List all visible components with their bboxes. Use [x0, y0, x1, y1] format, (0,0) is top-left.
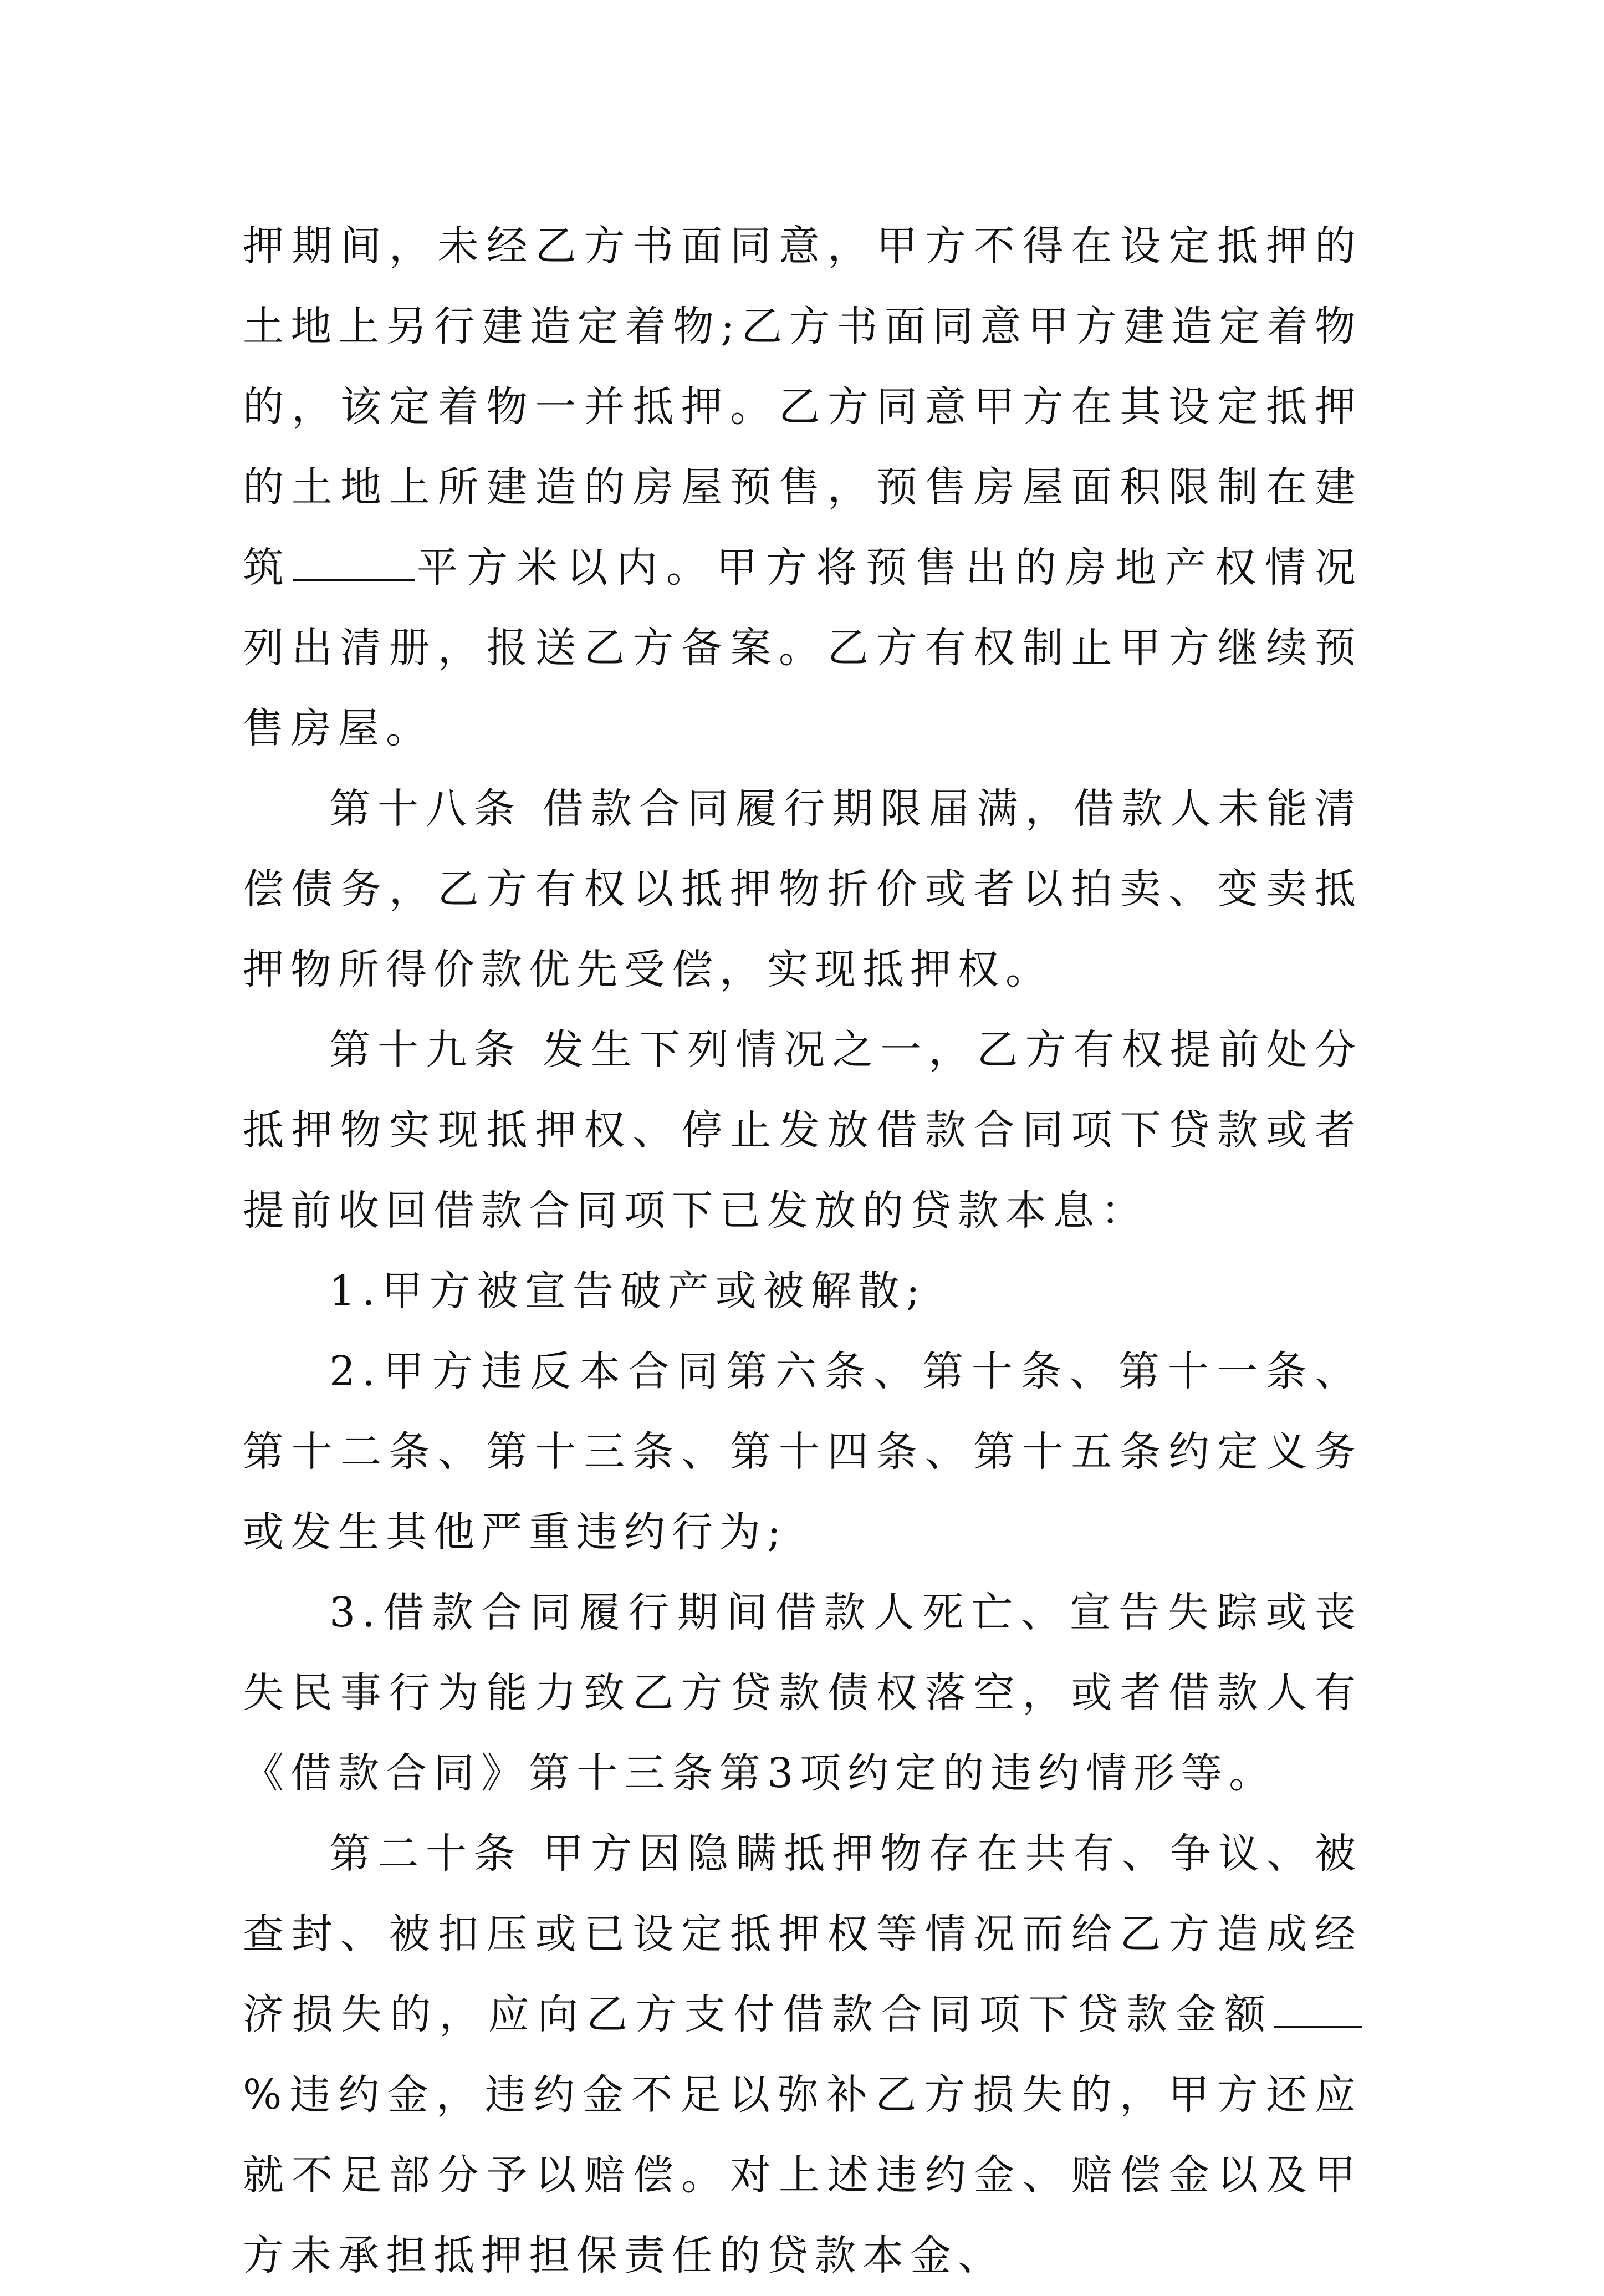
article-19-paragraph — [243, 1010, 1362, 1251]
paragraph-text: 第十八条 借款合同履行期限届满，借款人未能清偿债务，乙方有权以抵押物折价或者以拍卖、变卖抵押物所得价款优先受偿，实现抵押权。 — [243, 785, 1362, 993]
article-20-paragraph — [243, 1814, 1362, 2296]
list-item-2 — [243, 1331, 1362, 1573]
list-item-3 — [243, 1573, 1362, 1814]
fill-in-blank — [1274, 1987, 1362, 2028]
paragraph-text: 第十九条 发生下列情况之一，乙方有权提前处分抵押物实现抵押权、停止发放借款合同项下贷款或者提前收回借款合同项下已发放的贷款本息： — [243, 1026, 1362, 1234]
paragraph-text-after-blank: %违约金，违约金不足以弥补乙方损失的，甲方还应就不足部分予以赔偿。对上述违约金、赔偿金以及甲方未承担抵押担保责任的贷款本金、 — [243, 2071, 1362, 2279]
paragraph-text: 1.甲方被宣告破产或被解散; — [329, 1267, 927, 1315]
article-18-paragraph — [243, 769, 1362, 1010]
fill-in-blank — [293, 540, 415, 581]
paragraph-text: 押期间，未经乙方书面同意，甲方不得在设定抵押的土地上另行建造定着物;乙方书面同意甲方建造定着物的，该定着物一并抵押。乙方同意甲方在其设定抵押的土地上所建造的房屋预售，预售房屋面积限制在建筑 — [243, 222, 1362, 591]
paragraph-text-after-blank: 平方米以内。甲方将预售出的房地产权情况列出清册，报送乙方备案。乙方有权制止甲方继续预售房屋。 — [243, 544, 1362, 752]
document-body — [243, 206, 1362, 2296]
paragraph-text: 3.借款合同履行期间借款人死亡、宣告失踪或丧失民事行为能力致乙方贷款债权落空，或者借款人有《借款合同》第十三条第3项约定的违约情形等。 — [243, 1589, 1362, 1797]
paragraph-continuation — [243, 206, 1362, 769]
list-item-1 — [243, 1251, 1362, 1331]
paragraph-text: 第二十条 甲方因隐瞒抵押物存在共有、争议、被查封、被扣压或已设定抵押权等情况而给乙方造成经济损失的，应向乙方支付借款合同项下贷款金额 — [243, 1830, 1362, 2038]
paragraph-text: 2.甲方违反本合同第六条、第十条、第十一条、第十二条、第十三条、第十四条、第十五条约定义务或发生其他严重违约行为; — [243, 1348, 1362, 1556]
